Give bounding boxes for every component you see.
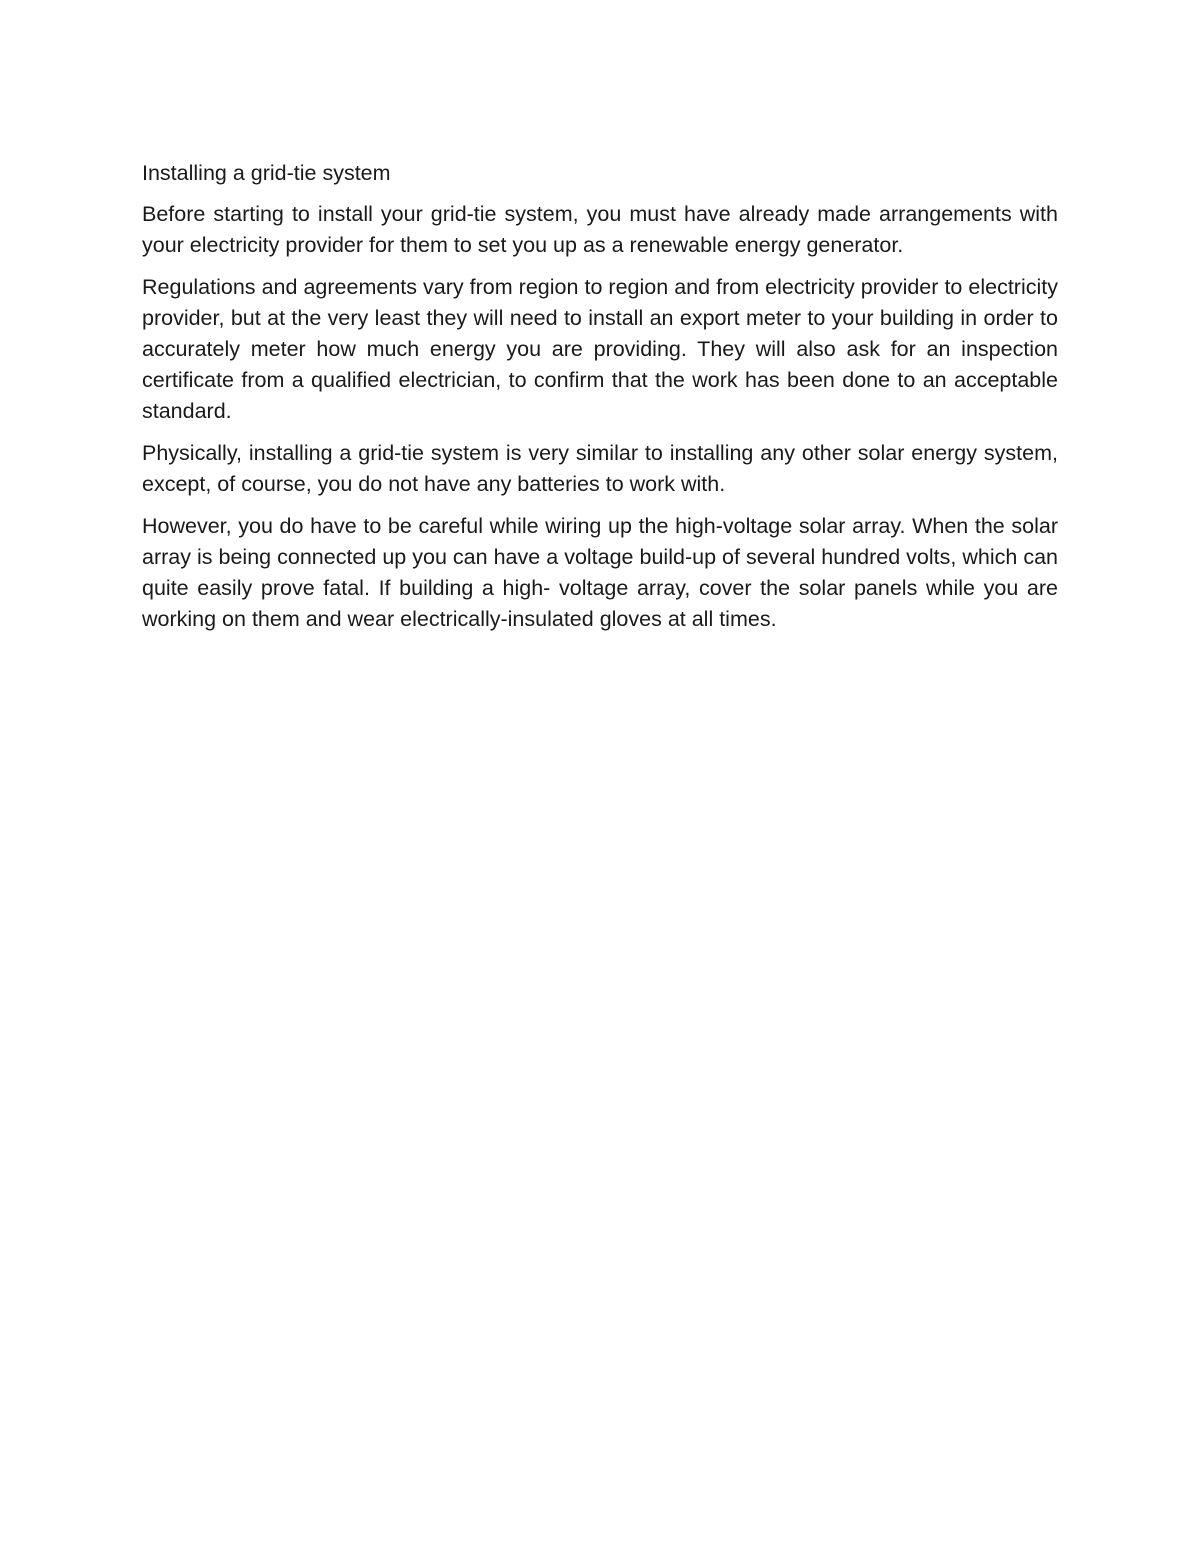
paragraph-safety: However, you do have to be careful while wiring up the high-voltage solar array. When the solar array is being connected up you can have a voltage build-up of several hundred volts, which can quite easily prove fatal. If building a high- voltage array, cover the solar panels while you are working on them and wear electrically-insulated gloves at all times.	[142, 514, 1058, 631]
paragraph-regulations: Regulations and agreements vary from region to region and from electricity provider to electricity provider, but at the very least they will need to install an export meter to your building in order to accurately meter how much energy you are providing. They will also ask for an inspection certificate from a qualified electrician, to confirm that the work has been done to an acceptable standard.	[142, 275, 1058, 423]
document-title: Installing a grid-tie system	[142, 161, 391, 185]
paragraph-arrangements: Before starting to install your grid-tie system, you must have already made arrangements with your electricity provider for them to set you up as a renewable energy generator.	[142, 202, 1058, 257]
paragraph-installation: Physically, installing a grid-tie system is very similar to installing any other solar energy system, except, of course, you do not have any batteries to work with.	[142, 441, 1058, 496]
document-body	[142, 158, 1058, 646]
